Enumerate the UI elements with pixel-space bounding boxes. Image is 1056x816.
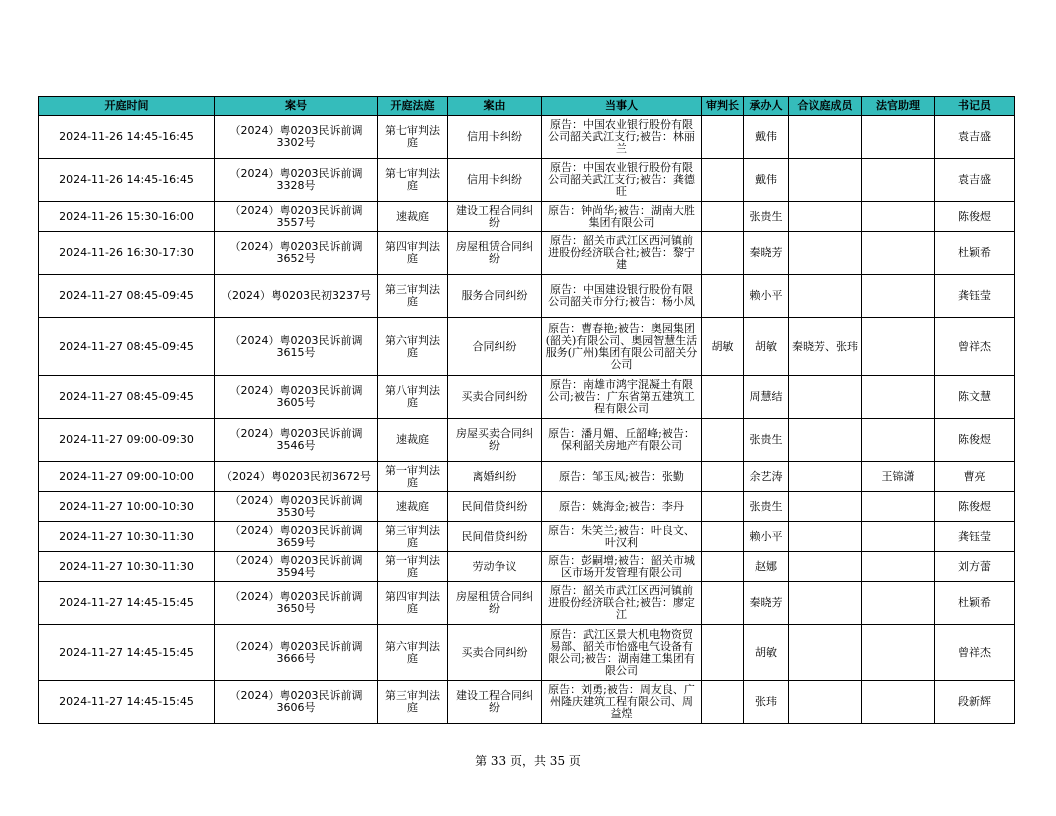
cell-court: 第七审判法庭 [378,159,448,202]
cell-handler: 周慧结 [744,376,789,419]
cell-panel [789,552,862,582]
cell-presiding [702,116,744,159]
cell-clerk: 曾祥杰 [935,318,1015,376]
cell-clerk: 段新辉 [935,681,1015,724]
cell-handler: 秦晓芳 [744,232,789,275]
cell-case: （2024）粤0203民诉前调3606号 [215,681,378,724]
cell-cause: 建设工程合同纠纷 [448,681,542,724]
cell-panel [789,232,862,275]
cell-clerk: 陈俊煜 [935,202,1015,232]
cell-assistant [862,552,935,582]
cell-time: 2024-11-27 14:45-15:45 [39,681,215,724]
cell-cause: 买卖合同纠纷 [448,625,542,681]
cell-case: （2024）粤0203民诉前调3302号 [215,116,378,159]
cell-court: 第四审判法庭 [378,582,448,625]
table-header-row [39,97,1015,116]
cell-assistant [862,582,935,625]
cell-presiding: 胡敏 [702,318,744,376]
cell-parties: 原告：钟尚华;被告：湖南大胜集团有限公司 [542,202,702,232]
cell-court: 第三审判法庭 [378,522,448,552]
header-hearing-time: 开庭时间 [39,97,215,116]
cell-time: 2024-11-27 09:00-09:30 [39,419,215,462]
table-row [39,462,1015,492]
cell-clerk: 刘方蕾 [935,552,1015,582]
cell-cause: 信用卡纠纷 [448,159,542,202]
cell-clerk: 袁吉盛 [935,159,1015,202]
cell-presiding [702,275,744,318]
page-number-footer: 第 33 页，共 35 页 [475,754,581,768]
cell-parties: 原告：邹玉凤;被告：张勤 [542,462,702,492]
cell-cause: 买卖合同纠纷 [448,376,542,419]
cell-time: 2024-11-26 15:30-16:00 [39,202,215,232]
header-courtroom: 开庭法庭 [378,97,448,116]
header-parties: 当事人 [542,97,702,116]
cell-assistant [862,625,935,681]
cell-case: （2024）粤0203民诉前调3557号 [215,202,378,232]
cell-panel [789,522,862,552]
cell-parties: 原告：朱笑兰;被告：叶良文、叶汉利 [542,522,702,552]
cell-assistant [862,492,935,522]
cell-handler: 赖小平 [744,522,789,552]
cell-panel [789,462,862,492]
cell-parties: 原告：中国建设银行股份有限公司韶关市分行;被告：杨小凤 [542,275,702,318]
cell-court: 第七审判法庭 [378,116,448,159]
cell-assistant [862,681,935,724]
cell-time: 2024-11-27 14:45-15:45 [39,625,215,681]
cell-cause: 合同纠纷 [448,318,542,376]
cell-case: （2024）粤0203民诉前调3605号 [215,376,378,419]
cell-case: （2024）粤0203民诉前调3650号 [215,582,378,625]
cell-court: 速裁庭 [378,202,448,232]
table-row [39,625,1015,681]
cell-presiding [702,552,744,582]
cell-clerk: 陈俊煜 [935,419,1015,462]
cell-assistant [862,116,935,159]
cell-cause: 离婚纠纷 [448,462,542,492]
table-row [39,492,1015,522]
cell-presiding [702,159,744,202]
cell-case: （2024）粤0203民诉前调3546号 [215,419,378,462]
cell-parties: 原告：刘勇;被告：周友良、广州隆庆建筑工程有限公司、周益煌 [542,681,702,724]
cell-assistant [862,419,935,462]
cell-clerk: 杜颖希 [935,232,1015,275]
table-row [39,202,1015,232]
cell-court: 第八审判法庭 [378,376,448,419]
cell-time: 2024-11-27 08:45-09:45 [39,275,215,318]
cell-case: （2024）粤0203民初3672号 [215,462,378,492]
cell-assistant: 王锦潇 [862,462,935,492]
table-row [39,232,1015,275]
cell-panel [789,275,862,318]
cell-presiding [702,582,744,625]
cell-clerk: 曾祥杰 [935,625,1015,681]
header-cause: 案由 [448,97,542,116]
cell-time: 2024-11-27 10:30-11:30 [39,522,215,552]
cell-panel [789,625,862,681]
cell-handler: 胡敏 [744,318,789,376]
cell-cause: 建设工程合同纠纷 [448,202,542,232]
cell-parties: 原告：彭嗣增;被告：韶关市城区市场开发管理有限公司 [542,552,702,582]
cell-cause: 劳动争议 [448,552,542,582]
cell-time: 2024-11-27 14:45-15:45 [39,582,215,625]
header-judge-assistant: 法官助理 [862,97,935,116]
header-case-number: 案号 [215,97,378,116]
cell-court: 速裁庭 [378,492,448,522]
cell-cause: 房屋租赁合同纠纷 [448,582,542,625]
cell-handler: 余艺涛 [744,462,789,492]
cell-assistant [862,376,935,419]
cell-case: （2024）粤0203民诉前调3615号 [215,318,378,376]
cell-assistant [862,318,935,376]
cell-parties: 原告：姚海金;被告：李丹 [542,492,702,522]
cell-parties: 原告：韶关市武江区西河镇前进股份经济联合社;被告：廖定江 [542,582,702,625]
cell-case: （2024）粤0203民初3237号 [215,275,378,318]
cell-assistant [862,275,935,318]
cell-case: （2024）粤0203民诉前调3328号 [215,159,378,202]
cell-panel: 秦晓芳、张玮 [789,318,862,376]
cell-time: 2024-11-26 14:45-16:45 [39,159,215,202]
cell-panel [789,376,862,419]
header-panel-members: 合议庭成员 [789,97,862,116]
cell-presiding [702,202,744,232]
table-row [39,318,1015,376]
cell-case: （2024）粤0203民诉前调3530号 [215,492,378,522]
cell-handler: 戴伟 [744,116,789,159]
cell-court: 第三审判法庭 [378,275,448,318]
cell-handler: 秦晓芳 [744,582,789,625]
cell-cause: 民间借贷纠纷 [448,492,542,522]
cell-case: （2024）粤0203民诉前调3652号 [215,232,378,275]
cell-cause: 服务合同纠纷 [448,275,542,318]
cell-panel [789,202,862,232]
cell-handler: 张贵生 [744,419,789,462]
cell-clerk: 曹亮 [935,462,1015,492]
cell-court: 第一审判法庭 [378,552,448,582]
cell-assistant [862,159,935,202]
cell-time: 2024-11-27 10:00-10:30 [39,492,215,522]
cell-clerk: 杜颖希 [935,582,1015,625]
cell-cause: 房屋买卖合同纠纷 [448,419,542,462]
cell-assistant [862,202,935,232]
cell-parties: 原告：潘月媚、丘韶峰;被告：保利韶关房地产有限公司 [542,419,702,462]
cell-panel [789,492,862,522]
cell-cause: 信用卡纠纷 [448,116,542,159]
cell-presiding [702,462,744,492]
cell-parties: 原告：武江区景大机电物资贸易部、韶关市怡盛电气设备有限公司;被告：湖南建工集团有限公司 [542,625,702,681]
cell-assistant [862,522,935,552]
header-clerk: 书记员 [935,97,1015,116]
header-handler: 承办人 [744,97,789,116]
cell-presiding [702,232,744,275]
cell-handler: 戴伟 [744,159,789,202]
table-row [39,419,1015,462]
cell-presiding [702,522,744,552]
cell-presiding [702,376,744,419]
cell-panel [789,582,862,625]
cell-court: 第四审判法庭 [378,232,448,275]
cell-cause: 房屋租赁合同纠纷 [448,232,542,275]
cell-presiding [702,492,744,522]
cell-panel [789,681,862,724]
cell-clerk: 龚钰莹 [935,275,1015,318]
table-row [39,582,1015,625]
cell-court: 第六审判法庭 [378,625,448,681]
cell-presiding [702,625,744,681]
hearing-schedule-table [38,96,1015,724]
cell-parties: 原告：中国农业银行股份有限公司韶关武江支行;被告：林丽兰 [542,116,702,159]
table-row [39,159,1015,202]
table-row [39,376,1015,419]
table-row [39,522,1015,552]
cell-time: 2024-11-27 08:45-09:45 [39,376,215,419]
cell-parties: 原告：中国农业银行股份有限公司韶关武江支行;被告：龚德旺 [542,159,702,202]
cell-case: （2024）粤0203民诉前调3666号 [215,625,378,681]
cell-parties: 原告：韶关市武江区西河镇前进股份经济联合社;被告：黎宁建 [542,232,702,275]
cell-handler: 赖小平 [744,275,789,318]
cell-court: 第三审判法庭 [378,681,448,724]
table-row [39,116,1015,159]
cell-presiding [702,681,744,724]
cell-court: 第六审判法庭 [378,318,448,376]
cell-time: 2024-11-27 09:00-10:00 [39,462,215,492]
cell-clerk: 袁吉盛 [935,116,1015,159]
cell-handler: 胡敏 [744,625,789,681]
cell-clerk: 陈文慧 [935,376,1015,419]
cell-handler: 张玮 [744,681,789,724]
table-row [39,681,1015,724]
cell-panel [789,116,862,159]
cell-time: 2024-11-26 14:45-16:45 [39,116,215,159]
table-row [39,275,1015,318]
cell-handler: 张贵生 [744,492,789,522]
header-presiding-judge: 审判长 [702,97,744,116]
cell-assistant [862,232,935,275]
cell-time: 2024-11-27 10:30-11:30 [39,552,215,582]
cell-parties: 原告：曹春艳;被告：奥园集团(韶关)有限公司、奥园智慧生活服务(广州)集团有限公司韶关分公司 [542,318,702,376]
cell-case: （2024）粤0203民诉前调3594号 [215,552,378,582]
cell-presiding [702,419,744,462]
cell-court: 第一审判法庭 [378,462,448,492]
cell-parties: 原告：南雄市鸿宇混凝土有限公司;被告：广东省第五建筑工程有限公司 [542,376,702,419]
table-row [39,552,1015,582]
cell-time: 2024-11-26 16:30-17:30 [39,232,215,275]
cell-court: 速裁庭 [378,419,448,462]
cell-clerk: 龚钰莹 [935,522,1015,552]
cell-handler: 赵娜 [744,552,789,582]
cell-case: （2024）粤0203民诉前调3659号 [215,522,378,552]
cell-cause: 民间借贷纠纷 [448,522,542,552]
cell-handler: 张贵生 [744,202,789,232]
cell-panel [789,159,862,202]
cell-time: 2024-11-27 08:45-09:45 [39,318,215,376]
cell-panel [789,419,862,462]
cell-clerk: 陈俊煜 [935,492,1015,522]
